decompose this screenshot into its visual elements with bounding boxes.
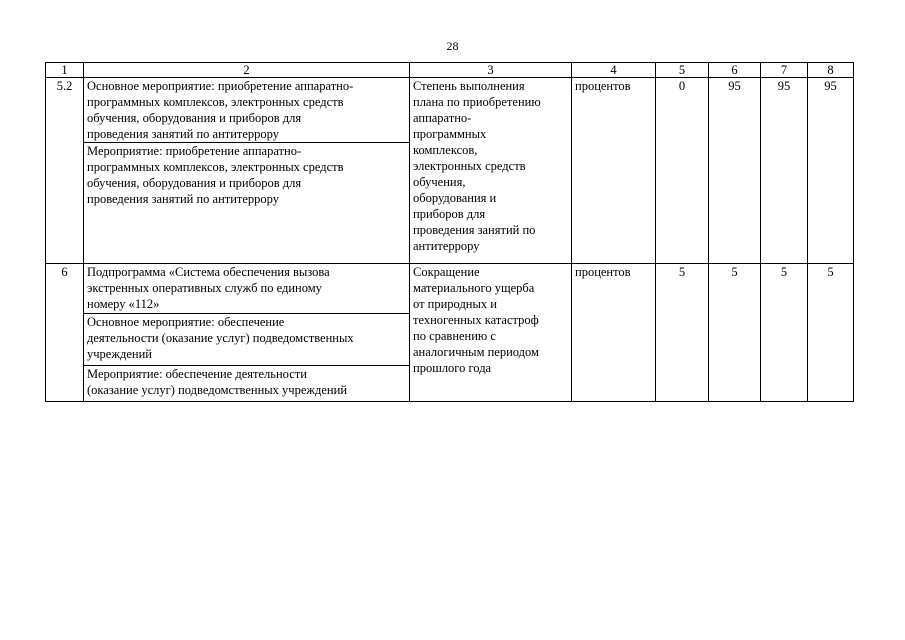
indicators-table — [45, 62, 854, 402]
indicator-text: Степень выполнения плана по приобретению аппаратно- программных комплексов, электронных средств обучения, оборудования и приборов для проведения занятий по антитеррору — [413, 79, 541, 253]
header-col-5: 5 — [656, 63, 709, 78]
activity-cell — [84, 314, 410, 366]
value-col-6: 5 — [709, 264, 761, 402]
header-col-1: 1 — [46, 63, 84, 78]
table-header-row — [46, 63, 854, 78]
value-col-8: 5 — [808, 264, 854, 402]
value-col-5: 0 — [656, 78, 709, 264]
value-col-6: 95 — [709, 78, 761, 264]
unit-cell: процентов — [572, 264, 656, 402]
indicator-cell — [410, 78, 572, 264]
activity-cell — [84, 143, 410, 264]
activity-main-text: Основное мероприятие: приобретение аппаратно- программных комплексов, электронных средств обучения, оборудования и приборов для проведения занятий по антитеррору — [87, 79, 354, 141]
indicator-cell — [410, 264, 572, 402]
header-col-8: 8 — [808, 63, 854, 78]
subprogram-text: Подпрограмма «Система обеспечения вызова экстренных оперативных служб по единому номеру «112» — [87, 265, 330, 311]
page-number: 28 — [446, 39, 459, 53]
value-col-7: 5 — [761, 264, 808, 402]
row-number: 5.2 — [46, 78, 84, 264]
unit-cell: процентов — [572, 78, 656, 264]
header-col-2: 2 — [84, 63, 410, 78]
table-row — [46, 78, 854, 143]
activity-main-text: Основное мероприятие: обеспечение деятельности (оказание услуг) подведомственных учреждений — [87, 315, 354, 361]
header-col-7: 7 — [761, 63, 808, 78]
header-col-3: 3 — [410, 63, 572, 78]
row-number: 6 — [46, 264, 84, 402]
indicator-text: Сокращение материального ущерба от природных и техногенных катастроф по сравнению с аналогичным периодом прошлого года — [413, 265, 539, 375]
header-col-4: 4 — [572, 63, 656, 78]
value-col-7: 95 — [761, 78, 808, 264]
activity-cell — [84, 366, 410, 402]
activity-sub-text: Мероприятие: приобретение аппаратно- программных комплексов, электронных средств обучения, оборудования и приборов для проведения занятий по антитеррору — [87, 144, 344, 206]
subprogram-cell — [84, 264, 410, 314]
activity-sub-text: Мероприятие: обеспечение деятельности (оказание услуг) подведомственных учреждений — [87, 367, 348, 397]
table-row — [46, 264, 854, 314]
header-col-6: 6 — [709, 63, 761, 78]
value-col-8: 95 — [808, 78, 854, 264]
activity-cell — [84, 78, 410, 143]
value-col-5: 5 — [656, 264, 709, 402]
